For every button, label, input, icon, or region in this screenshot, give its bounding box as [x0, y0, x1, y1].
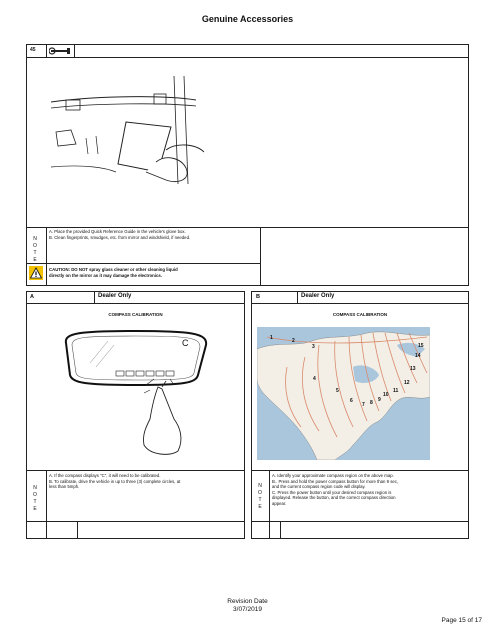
- compass-zone-map: [257, 327, 430, 460]
- revision-label: Revision Date: [227, 598, 268, 605]
- zone-label-15: 15: [418, 343, 424, 349]
- step45-notes: A. Place the provided Quick Reference Guide in the vehicle's glove box. B. Clean fingerprints, smudges, etc. from mirror and windshield, if needed.: [49, 229, 191, 240]
- revision-date: 3/07/2019: [233, 606, 262, 613]
- page-number: Page 15 of 17: [441, 617, 482, 624]
- panel-a-header: Dealer Only: [98, 293, 132, 299]
- panel-b-header: Dealer Only: [301, 293, 335, 299]
- zone-label-9: 9: [378, 397, 381, 403]
- zone-label-6: 6: [350, 398, 353, 404]
- zone-label-14: 14: [415, 353, 421, 359]
- panel-a-note-letters: N O T E: [33, 485, 37, 512]
- dash-edge-illustration: [170, 76, 192, 186]
- panel-b-letter: B: [256, 294, 260, 300]
- panel-a-notes: A. If the compass displays "C", it will need to be calibrated. B. To calibrate, drive the vehicle in up to three (3) complete circles, at less than 5mph.: [49, 473, 181, 490]
- zone-label-3: 3: [312, 344, 315, 350]
- zone-label-4: 4: [313, 376, 316, 382]
- note-letters: N O T E: [33, 236, 37, 263]
- zone-label-10: 10: [383, 392, 389, 398]
- zone-label-13: 13: [410, 366, 416, 372]
- panel-b-caption: COMPASS CALIBRATION: [332, 312, 388, 317]
- zone-label-8: 8: [370, 400, 373, 406]
- mirror-illustration: [50, 327, 220, 462]
- panel-a-caption: COMPASS CALIBRATION: [108, 312, 163, 317]
- wrench-icon: [49, 47, 71, 55]
- zone-label-2: 2: [292, 338, 295, 344]
- caution-warning-icon: [29, 266, 43, 280]
- step-number: 45: [30, 47, 36, 53]
- panel-b-notes: A. Identify your approximate compass region on the above map. B.. Press and hold the power compass button for more than 9 sec, and the current compass region code will display. C. Press the power button until your desired compass region is displayed. Release the button, and the correct compass direction appear.: [272, 473, 399, 506]
- page-title: Genuine Accessories: [201, 14, 294, 24]
- zone-label-1: 1: [270, 335, 273, 341]
- zone-label-7: 7: [362, 402, 365, 408]
- panel-a-letter: A: [30, 294, 34, 300]
- caution-text: CAUTION: DO NOT spray glass cleaner or other cleaning liquid directly on the mirror as it may damage the electronics.: [49, 267, 178, 278]
- zone-label-11: 11: [393, 388, 399, 394]
- zone-label-12: 12: [404, 380, 410, 386]
- mirror-compass-letter: C: [182, 338, 189, 348]
- panel-b-note-letters: N O T E: [258, 483, 262, 510]
- zone-label-5: 5: [336, 388, 339, 394]
